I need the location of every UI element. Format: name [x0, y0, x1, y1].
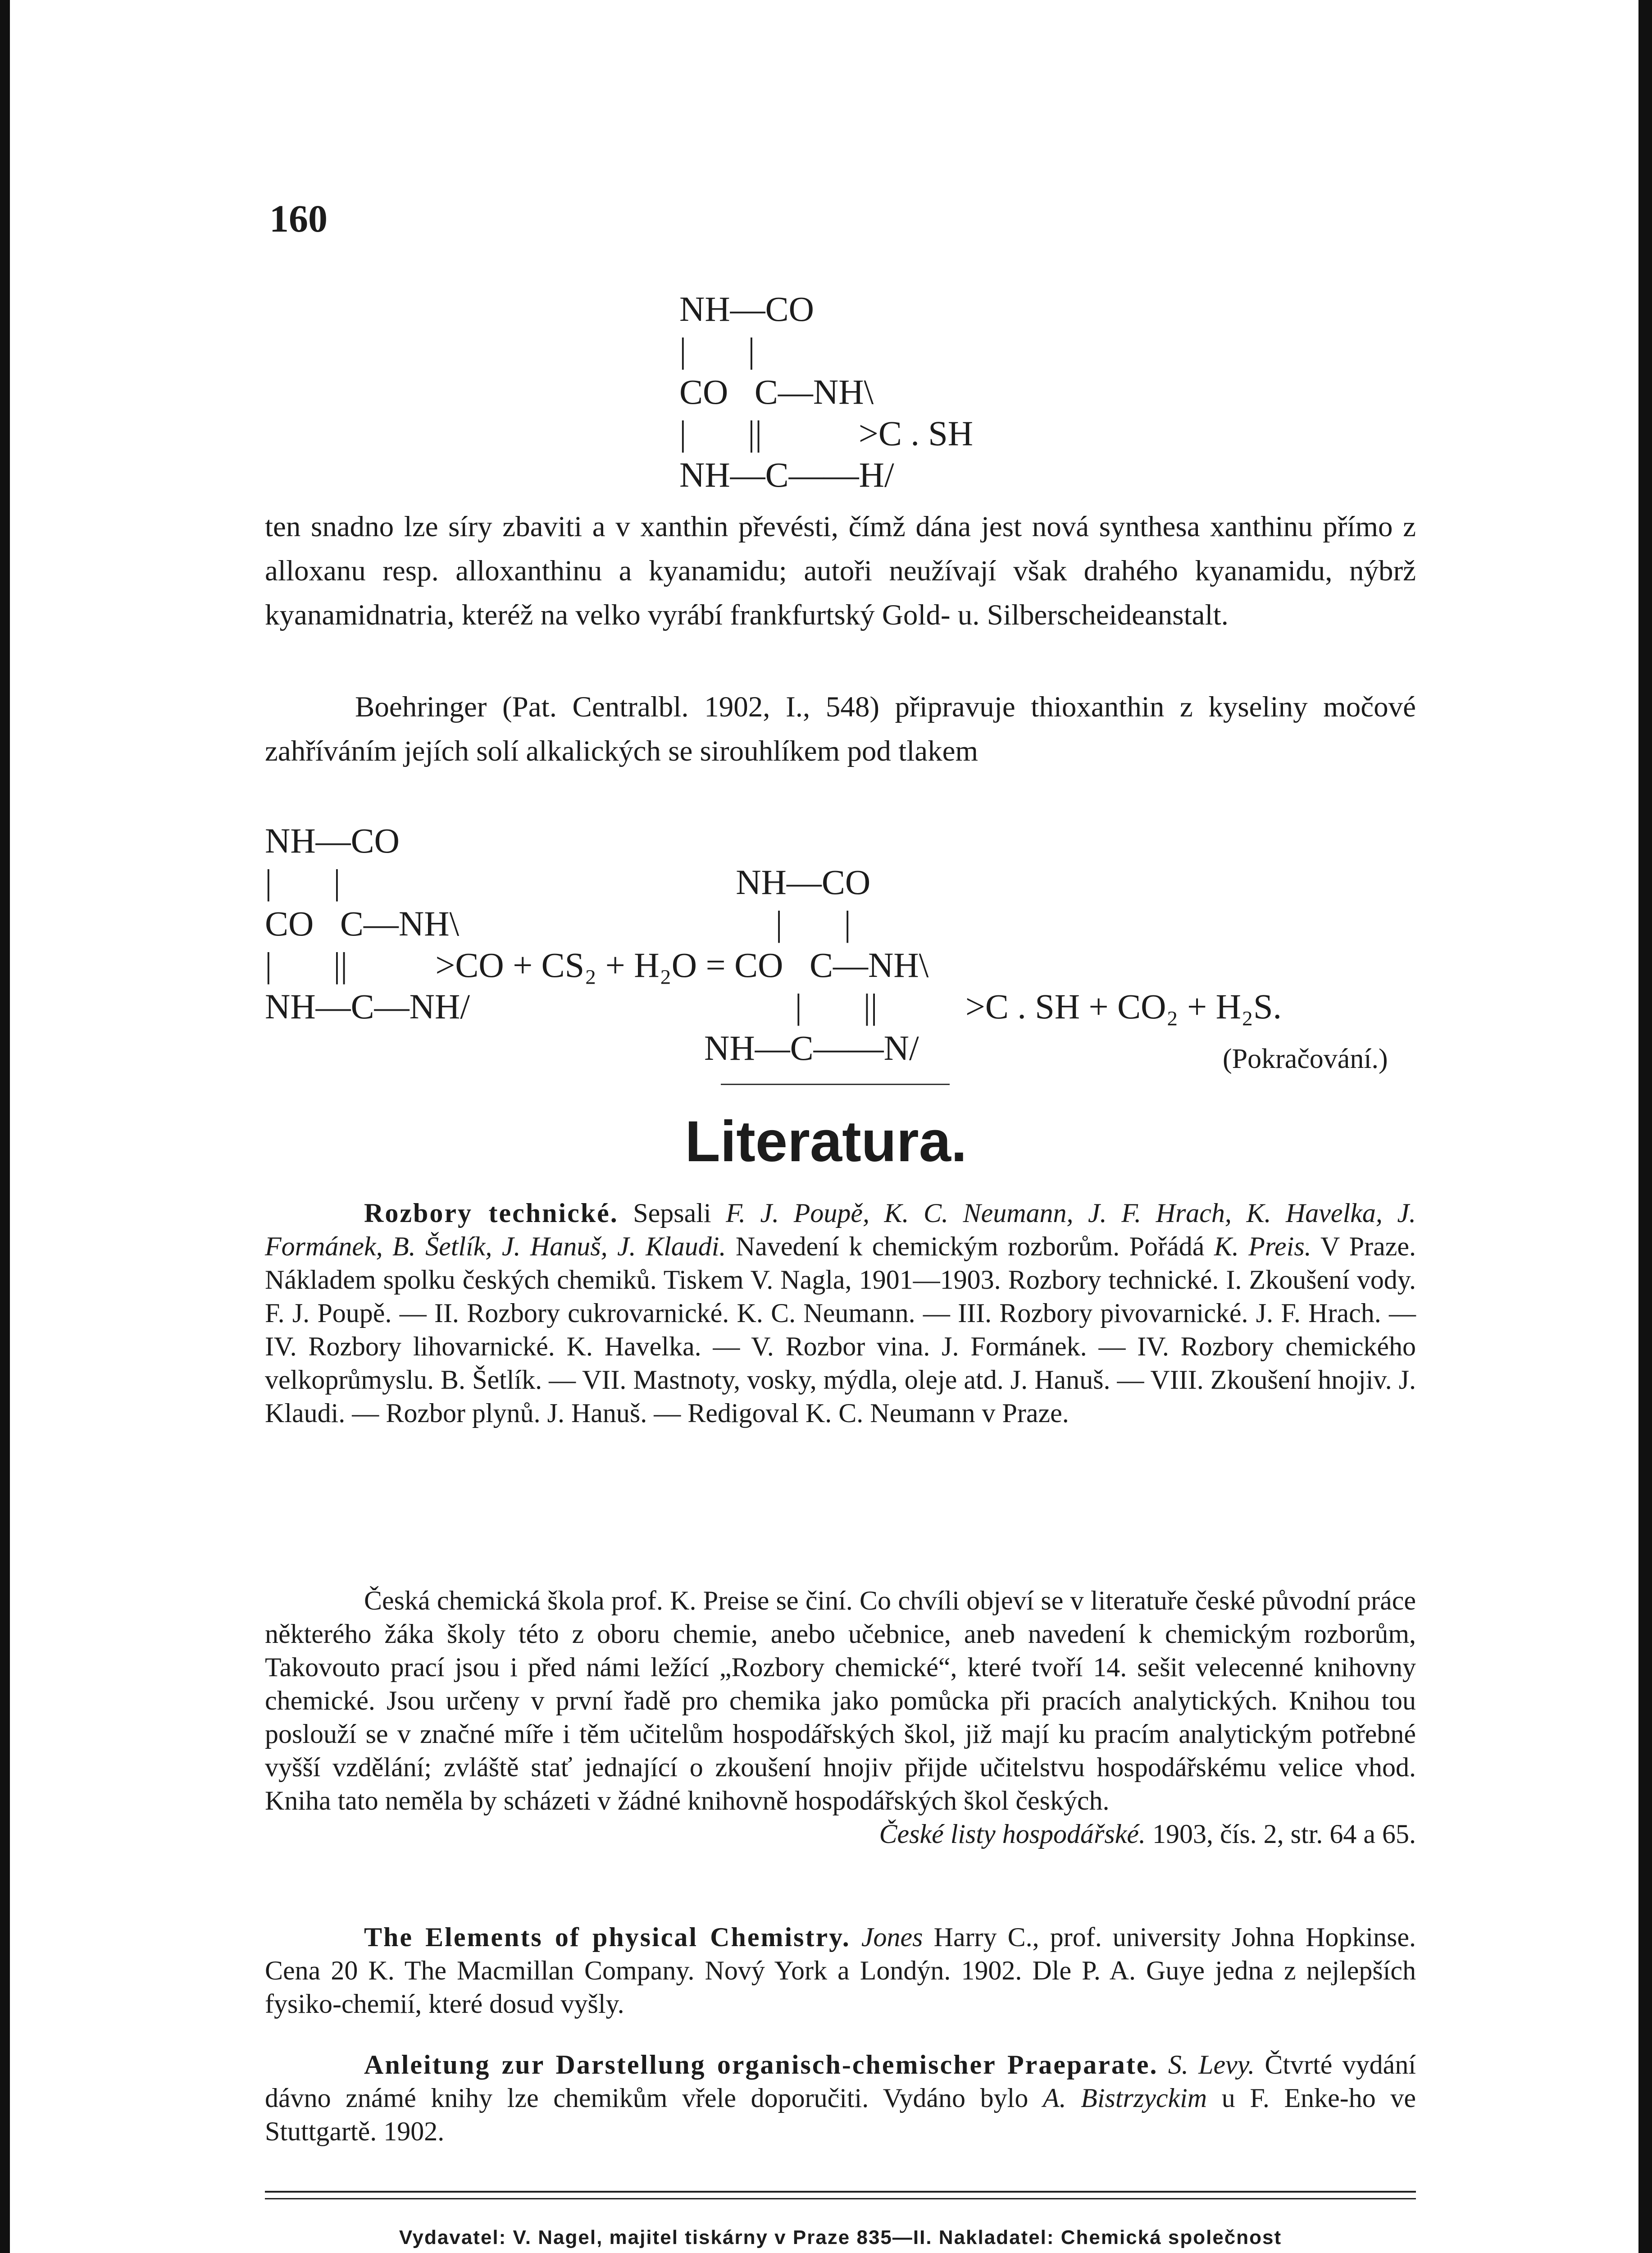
formula-line: | | NH—CO — [265, 862, 871, 902]
review-entry — [265, 1920, 1416, 2020]
imprint-footer — [265, 2221, 1416, 2253]
reaction-equation — [265, 820, 1282, 1069]
page-number: 160 — [269, 197, 328, 240]
review-editor: A. Bistrzyckim — [1042, 2083, 1207, 2113]
section-divider — [721, 1084, 950, 1085]
formula-line: | || >CO + CS₂ + H₂O = CO C—NH\ — [265, 945, 929, 985]
formula-line: NH—C——H/ — [679, 455, 894, 494]
formula-line: NH—C—NH/ | || >C . SH + CO₂ + H₂S. — [265, 987, 1282, 1026]
formula-line: NH—CO — [265, 821, 400, 860]
review-title: Anleitung zur Darstellung organisch-chemischer Praeparate. — [364, 2050, 1158, 2080]
review-title: The Elements of physical Chemistry. — [364, 1922, 851, 1952]
formula-line: | || >C . SH — [679, 414, 974, 453]
continuation-note: (Pokračování.) — [1223, 1044, 1388, 1074]
review-entry — [265, 2048, 1416, 2148]
paragraph-xanthine-synthesis: ten snadno lze síry zbaviti a v xanthin převésti, čímž dána jest nová synthesa xanthinu přímo z alloxanu resp. alloxanthinu a kyanamidu; autoři neužívají však drahého kyanamidu, nýbrž kyanamidnatria, kteréž na velko vyrábí frankfurtský Gold- u. Silberscheideanstalt. — [265, 511, 1416, 631]
review-source — [265, 1817, 1416, 1851]
body-paragraph — [265, 685, 1416, 773]
review-text: u F. Enke-ho ve Stuttgartě. 1902. — [265, 2083, 1416, 2146]
body-paragraph — [265, 505, 1416, 637]
review-anleitung — [265, 2048, 1416, 2148]
structural-formula-thioxanthine — [679, 288, 973, 496]
review-physical-chemistry — [265, 1920, 1416, 2020]
formula-line: | | — [679, 331, 755, 370]
review-authors: F. J. Poupě, K. C. Neumann, J. F. Hrach, K. Havelka, J. Formánek, B. Šetlík, J. Hanuš, J. Klaudi. — [265, 1198, 1416, 1261]
review-author: Jones — [861, 1922, 923, 1952]
review-text: V Praze. Nákladem spolku českých chemiků. Tiskem V. Nagla, 1901—1903. Rozbory technické. I. Zkoušení vody. F. J. Poupě. — II. Rozbory cukrovarnické. K. C. Neumann. — III. Rozbory pivovarnické. J. F. Hrach. — IV. Rozbory lihovarnické. K. Havelka. — V. Rozbor vina. J. Formánek. — IV. Rozbory chemického velkoprůmyslu. B. Šetlík. — VII. Mastnoty, vosky, mýdla, oleje atd. J. Hanuš. — VIII. Zkoušení hnojiv. J. Klaudi. — Rozbor plynů. J. Hanuš. — Redigoval K. C. Neumann v Praze. — [265, 1231, 1416, 1428]
review-commentary — [265, 1584, 1416, 1851]
review-rozbory — [265, 1196, 1416, 1430]
review-title: Rozbory technické. — [364, 1198, 619, 1228]
review-text: Čtvrté vydání dávno známé knihy lze chemikům vřele doporučiti. Vydáno bylo — [265, 2050, 1416, 2113]
formula-line: NH—CO — [679, 289, 815, 328]
review-editor: K. Preis. — [1214, 1231, 1311, 1261]
review-text: Sepsali — [618, 1198, 726, 1228]
footer-rule — [265, 2198, 1416, 2199]
formula-line: NH—C——N/ — [265, 1028, 919, 1067]
imprint-line: Vydavatel: V. Nagel, majitel tiskárny v Praze 835—II. Nakladatel: Chemická společnost — [399, 2226, 1282, 2248]
section-heading: Literatura. — [685, 1109, 967, 1174]
footer-rule — [265, 2191, 1416, 2193]
paragraph-boehringer: Boehringer (Pat. Centralbl. 1902, I., 548) připravuje thioxanthin z kyseliny močové zahříváním jejích solí alkalických se sirouhlíkem pod tlakem — [265, 691, 1416, 767]
review-text: Navedení k chemickým rozborům. Pořádá — [726, 1231, 1214, 1261]
formula-line: CO C—NH\ | | — [265, 904, 851, 943]
review-entry — [265, 1196, 1416, 1430]
review-author: S. Levy. — [1168, 2050, 1255, 2080]
source-details: 1903, čís. 2, str. 64 a 65. — [1146, 1819, 1416, 1849]
review-text: Harry C., prof. university Johna Hopkinse. Cena 20 K. The Macmillan Company. Nový York a Londýn. 1902. Dle P. A. Guye jedna z nejlepších fysiko-chemií, které dosud vyšly. — [265, 1922, 1416, 2019]
source-title: České listy hospodářské. — [879, 1819, 1146, 1849]
review-paragraph: Česká chemická škola prof. K. Preise se činí. Co chvíli objeví se v literatuře české původní práce některého žáka školy této z oboru chemie, anebo učebnice, aneb navedení k chemickým rozborům, Takovouto prací jsou i před námi ležící „Rozbory chemické“, které tvoří 14. sešit velecenné knihovny chemické. Jsou určeny v první řadě pro chemika jako pomůcka při pracích analytických. Knihou tou poslouží se v značné míře i těm učitelům hospodářských škol, již mají ku pracím analytickým potřebné vyšší vzdělání; zvláště stať jednající o zkoušení hnojiv přijde učitelstvu hospodářskému velice vhod. Kniha tato neměla by scházeti v žádné knihovně hospodářských škol českých. — [265, 1586, 1416, 1815]
formula-line: CO C—NH\ — [679, 372, 874, 411]
